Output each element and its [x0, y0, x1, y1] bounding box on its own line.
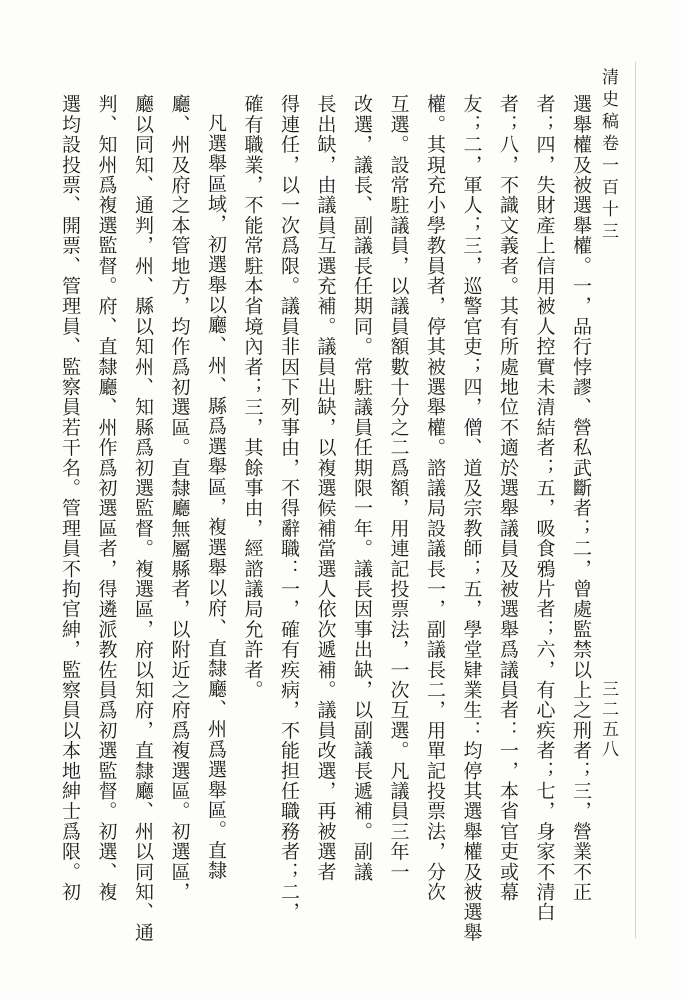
text-line: 確有職業，不能常駐本省境內者；三，其餘事由，經諮議局允許者。 — [241, 94, 264, 700]
text-line: 者；八，不識文義者。其有所處地位不適於選舉議員及被選舉爲議員者：一，本省官吏或幕 — [497, 94, 519, 902]
body-text — [59, 94, 599, 944]
text-line: 權。其現充小學教員者，停其被選舉權。諮議局設議長一，副議長二，用單記投票法，分次 — [424, 94, 446, 902]
text-line: 改選，議長、副議長任期同。常駐議員任期限一年。議長因事出缺，以副議長遞補。副議 — [351, 94, 373, 882]
text-line: 選均設投票、開票、管理員、監察員若干名。管理員不拘官紳，監察員以本地紳士爲限。初 — [59, 94, 81, 902]
text-line: 廳以同知、通判，州、縣以知州、知縣爲初選監督。複選區，府以知府，直隸廳、州以同知、通 — [132, 94, 154, 943]
running-title: 清史稿卷一百十三 — [598, 68, 618, 244]
text-line: 判、知州爲複選監督。府、直隸廳、州作爲初選區者，得遴派教佐員爲初選監督。初選、複 — [95, 94, 118, 902]
text-line: 者；四，失財產上信用被人控實未清結者；五，吸食鴉片者；六，有心疾者；七，身家不清白 — [533, 94, 556, 923]
paragraph-start-line: 凡選舉區域，初選舉以廳、州、縣爲選舉區，複選舉以府、直隸廳、州爲選舉區。直隸 — [205, 113, 227, 881]
text-line: 廳、州及府之本管地方，均作爲初選區。直隸廳無屬縣者，以附近之府爲複選區。初選區， — [168, 94, 191, 902]
text-line: 得連任，以一次爲限。議員非因下列事由，不得辭職：一，確有疾病，不能担任職務者；二， — [278, 94, 300, 923]
header-divider — [635, 62, 636, 938]
page-number: 三二五八 — [598, 680, 618, 760]
text-line: 友；二，軍人；三，巡警官吏；四，僧、道及宗教師；五，學堂肄業生：均停其選舉權及被選舉 — [460, 94, 483, 943]
text-line: 長出缺，由議員互選充補。議員出缺，以複選候補當選人依次遞補。議員改選，再被選者 — [314, 94, 337, 882]
text-line: 互選。設常駐議員，以議員額數十分之二爲額，用連記投票法，一次互選。凡議員三年一 — [387, 94, 410, 882]
text-line: 選舉權及被選舉權。一，品行悖謬、營私武斷者；二，曾處監禁以上之刑者；三，營業不正 — [570, 94, 592, 902]
